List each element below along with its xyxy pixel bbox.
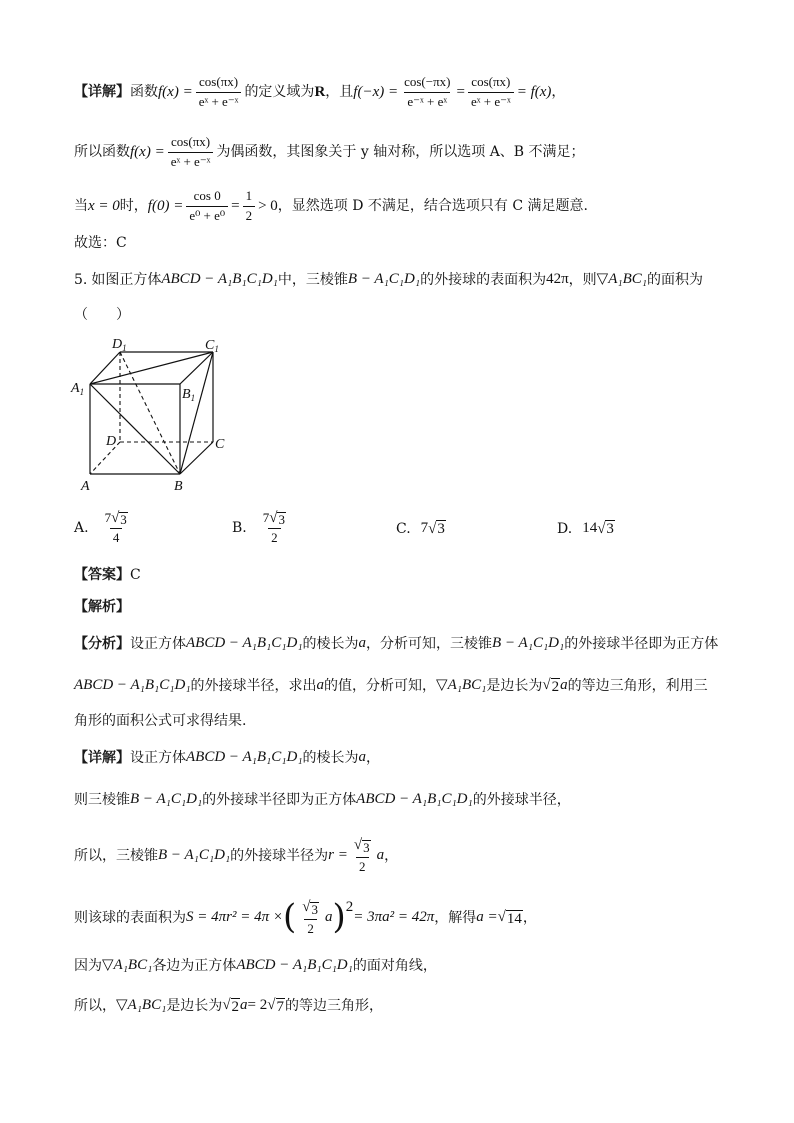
detail-line-3: 当 x = 0 时， f(0) = $\frac{\cos 0}{\text{e⁰ + e⁰}}$ = $\frac{1}{2}$ > 0 ，显然选项 D 不满足，结合选项只有 C 满足题意. bbox=[74, 188, 588, 223]
math-fx: f(x) = bbox=[158, 83, 193, 100]
fraction: $\frac{1}{2}$ bbox=[243, 188, 256, 225]
option-D: D. 14 √ 3 bbox=[557, 520, 614, 537]
answer-line bbox=[74, 234, 734, 252]
question-number: 5. bbox=[74, 271, 88, 288]
answer-tag-line: 【答案】 C bbox=[74, 567, 141, 583]
option-A: A. 7 √ 3 4 bbox=[74, 510, 127, 545]
fraction: $\frac{\cos(\pi x)}{\text{eˣ + e⁻ˣ}}$ bbox=[468, 74, 514, 111]
detail2-line-5: 因为 ▽ A₁BC₁ 各边为正方体 ABCD − A₁B₁C₁D₁ 的面对角线， bbox=[74, 957, 437, 974]
analysis-tag-line: 【解析】 bbox=[74, 599, 130, 615]
cube-figure bbox=[68, 332, 238, 497]
text: ，则 bbox=[568, 271, 597, 288]
detail2-line-6: 所以， ▽ A₁BC₁ 是边长为 √ 2 a = 2 √ 7 的等边三角形， bbox=[74, 997, 383, 1015]
math-fx: f(x) = bbox=[130, 143, 165, 160]
text: ，且 bbox=[325, 84, 354, 101]
detail-line-2 bbox=[74, 134, 734, 171]
math-pyramid: B − A₁C₁D₁ bbox=[347, 271, 421, 287]
detail2-line-2: 则三棱锥 B − A₁C₁D₁ 的外接球半径即为正方体 ABCD − A₁B₁C₁D₁ 的外接球半径， bbox=[74, 791, 571, 808]
math-tri: A₁BC₁ bbox=[608, 271, 647, 287]
math-f0: f(0) = bbox=[147, 197, 184, 214]
option-B: B. 7 √ 3 2 bbox=[232, 510, 285, 545]
question-5-line-1: 5. 如图正方体 ABCD − A₁B₁C₁D₁ 中，三棱锥 B − A₁C₁D₁ 的外接球的表面积为 42π ，则 ▽ A₁BC₁ 的面积为 bbox=[74, 271, 703, 288]
option-C: C. 7 √ 3 bbox=[396, 520, 445, 537]
text: 如图正方体 bbox=[91, 271, 162, 288]
label-B1: $B_1$ bbox=[182, 387, 196, 403]
question-5-line-2 bbox=[74, 306, 734, 324]
detail2-line-3: 所以，三棱锥 B − A₁C₁D₁ 的外接球半径为 r = √ 3 2 a ， bbox=[74, 837, 399, 874]
analysis-line-2: ABCD − A₁B₁C₁D₁ 的外接球半径，求出 a 的值，分析可知， ▽ A₁BC₁ 是边长为 √ 2 a 的等边三角形，利用三 bbox=[74, 677, 708, 695]
text: 的面积为 bbox=[646, 271, 703, 288]
text: 的外接球的表面积为 bbox=[420, 271, 547, 288]
label-A: A bbox=[81, 479, 90, 494]
detail2-line-4: 则该球的表面积为 S = 4πr² = 4π × ( √ 3 2 a ) 2 = 3πa² = 42π ，解得 a = √ 14 ， bbox=[74, 897, 537, 938]
analysis-line-3: 角形的面积公式可求得结果. bbox=[74, 713, 247, 729]
math-eq-fx: = f(x) bbox=[516, 83, 552, 100]
detail-line-1: 【详解】 函数 f(x) = $\frac{\cos(\pi x)}{\text{eˣ + e⁻ˣ}}$ 的定义域为 R ，且 f(−x) = $\frac{\cos(-\pi x)}{\text{e⁻ˣ + eˣ}}$ = $\frac{\cos(\pi x)}{\text{eˣ + e⁻ˣ}}$ = f(x) ， bbox=[74, 74, 566, 109]
math-R: R bbox=[314, 83, 326, 100]
label-A1: $A_1$ bbox=[71, 381, 85, 397]
detail-tag: 【详解】 bbox=[74, 84, 130, 101]
text: ，显然选项 D 不满足，结合选项只有 C 满足题意. bbox=[277, 198, 588, 215]
text: 为偶函数，其图象关于 y 轴对称，所以选项 A、B 不满足； bbox=[216, 144, 585, 161]
text: 中，三棱锥 bbox=[277, 271, 348, 288]
text: 所以函数 bbox=[74, 144, 130, 161]
text: 故选：C bbox=[74, 235, 127, 251]
detail2-line-1: 【详解】 设正方体 ABCD − A₁B₁C₁D₁ 的棱长为 a ， bbox=[74, 749, 381, 766]
math-area: 42π bbox=[546, 271, 569, 287]
text: 时， bbox=[119, 198, 148, 215]
math-cube: ABCD − A₁B₁C₁D₁ bbox=[161, 271, 278, 287]
fraction: $\frac{\cos(\pi x)}{\text{eˣ + e⁻ˣ}}$ bbox=[168, 134, 214, 171]
fraction: $\frac{\cos(\pi x)}{\text{eˣ + e⁻ˣ}}$ bbox=[196, 74, 242, 111]
fraction: $\frac{\cos(-\pi x)}{\text{e⁻ˣ + eˣ}}$ bbox=[404, 74, 451, 109]
text: ， bbox=[551, 84, 566, 101]
math-f-negx: f(−x) = bbox=[353, 83, 399, 100]
fraction: $\frac{\cos 0}{\text{e⁰ + e⁰}}$ bbox=[186, 188, 228, 225]
text: 函数 bbox=[130, 84, 158, 101]
analysis-line-1: 【分析】 设正方体 ABCD − A₁B₁C₁D₁ 的棱长为 a ，分析可知，三棱锥 B − A₁C₁D₁ 的外接球半径即为正方体 bbox=[74, 635, 719, 652]
math-x0: x = 0 bbox=[88, 197, 120, 214]
label-C1: $C_1$ bbox=[205, 338, 219, 354]
text: 的定义域为 bbox=[244, 84, 315, 101]
label-D: D bbox=[106, 434, 117, 449]
text: 当 bbox=[74, 198, 88, 215]
math-gt0: > 0 bbox=[258, 197, 278, 214]
label-D1: $D_1$ bbox=[112, 337, 127, 353]
label-C: C bbox=[215, 437, 225, 452]
answer-blank: （ ） bbox=[74, 307, 130, 323]
label-B: B bbox=[174, 479, 183, 494]
